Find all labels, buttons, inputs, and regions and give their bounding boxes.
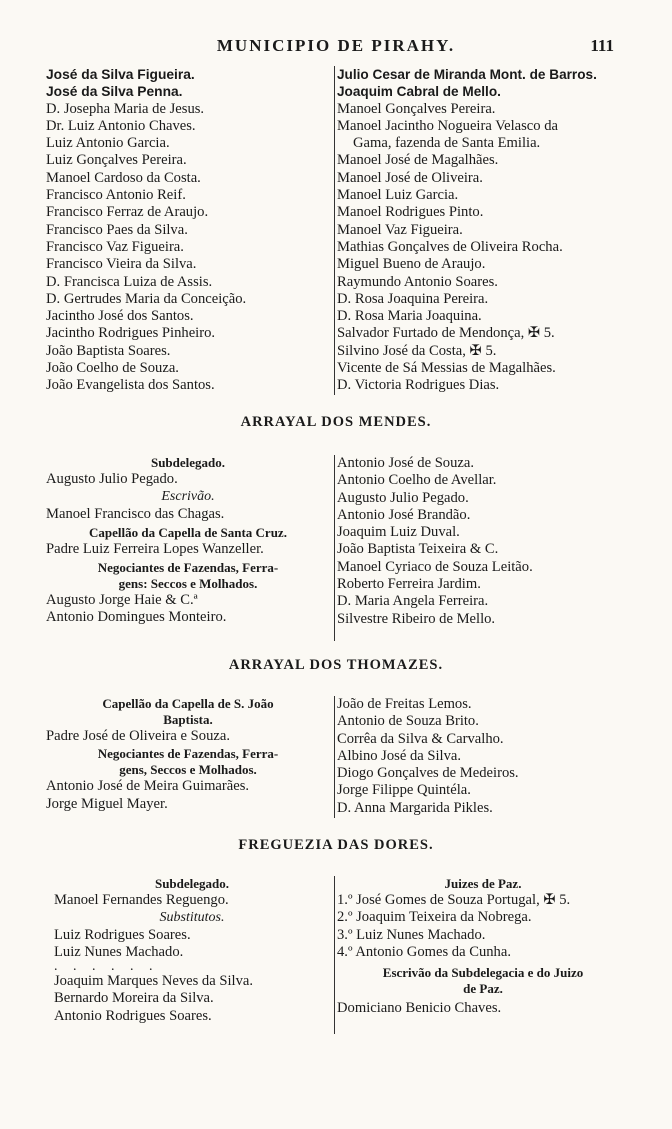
list-item: Manoel Rodrigues Pinto. — [337, 204, 484, 221]
list-item: Augusto Jorge Haie & C.ª — [46, 592, 198, 609]
list-item: Manoel Cardoso da Costa. — [46, 169, 201, 186]
list-item: Francisco Paes da Silva. — [46, 221, 188, 238]
list-item: Salvador Furtado de Mendonça, ✠ 5. — [337, 325, 555, 342]
page-title: MUNICIPIO DE PIRAHY. — [216, 36, 456, 55]
thomazes-section — [46, 696, 624, 821]
list-item: Luiz Nunes Machado. — [54, 943, 184, 960]
list-item: Manoel José de Oliveira. — [337, 169, 483, 186]
subdelegado-name: Augusto Julio Pegado. — [46, 471, 178, 487]
list-item: D. Francisca Luiza de Assis. — [46, 273, 213, 290]
list-item: Manoel Luiz Garcia. — [337, 187, 459, 204]
list-item: José da Silva Figueira. — [46, 67, 195, 82]
escrivao-label: Escrivão da Subdelegacia e do Juizo — [382, 965, 584, 981]
list-item: Antonio Coelho de Avellar. — [337, 472, 497, 489]
list-item: Antonio Rodrigues Soares. — [54, 1007, 212, 1024]
running-header — [0, 36, 672, 60]
list-item: Jacintho Rodrigues Pinheiro. — [46, 325, 216, 342]
capellao-name: Padre Luiz Ferreira Lopes Wanzeller. — [46, 540, 264, 557]
list-item: D. Victoria Rodrigues Dias. — [337, 377, 500, 394]
escrivao-label: Escrivão. — [161, 489, 215, 505]
name-list-section — [46, 66, 624, 396]
list-item: Francisco Antonio Reif. — [46, 187, 186, 204]
list-item: Antonio José de Meira Guimarães. — [46, 778, 250, 795]
list-item: 3.º Luiz Nunes Machado. — [337, 926, 486, 943]
negociantes-label-cont: gens, Seccos e Molhados. — [119, 762, 257, 778]
list-item: D. Maria Angela Ferreira. — [337, 593, 489, 610]
mendes-section — [46, 455, 624, 645]
right-column — [334, 66, 629, 395]
list-item: Vicente de Sá Messias de Magalhães. — [337, 360, 556, 377]
list-item: Roberto Ferreira Jardim. — [337, 576, 481, 593]
list-item: D. Gertrudes Maria da Conceição. — [46, 290, 247, 307]
list-item: 2.º Joaquim Teixeira da Nobrega. — [337, 909, 532, 926]
left-column — [54, 876, 330, 1025]
section-heading-dores: FREGUEZIA DAS DORES. — [238, 837, 434, 853]
subdelegado-label: Subdelegado. — [154, 876, 230, 891]
left-column — [46, 455, 330, 627]
list-item: Diogo Gonçalves de Medeiros. — [337, 765, 519, 782]
page-number: 111 — [590, 36, 614, 55]
list-item: Manoel Gonçalves Pereira. — [337, 100, 496, 117]
list-item: João Baptista Soares. — [46, 342, 171, 359]
list-item: Joaquim Marques Neves da Silva. — [54, 973, 254, 990]
right-column — [334, 876, 629, 1034]
list-item: João Baptista Teixeira & C. — [337, 541, 499, 558]
list-item: Dr. Luiz Antonio Chaves. — [46, 117, 196, 134]
list-item: Augusto Julio Pegado. — [337, 489, 469, 506]
list-item: João Evangelista dos Santos. — [46, 377, 215, 394]
list-item: Luiz Gonçalves Pereira. — [46, 152, 187, 169]
list-item: Raymundo Antonio Soares. — [337, 273, 498, 290]
negociantes-label-cont: gens: Seccos e Molhados. — [118, 576, 258, 592]
list-item: Antonio José Brandão. — [337, 506, 471, 523]
negociantes-label: Negociantes de Fazendas, Ferra- — [97, 560, 279, 576]
list-item: Manoel Cyriaco de Souza Leitão. — [337, 558, 533, 575]
right-column — [334, 696, 629, 818]
right-column — [334, 455, 629, 641]
capellao-label: Capellão da Capella de S. João — [102, 696, 274, 711]
escrivao-label-cont: de Paz. — [463, 981, 503, 997]
list-item: Bernardo Moreira da Silva. — [54, 990, 214, 1007]
list-item: Antonio Domingues Monteiro. — [46, 609, 227, 626]
capellao-name: Padre José de Oliveira e Souza. — [46, 728, 230, 744]
list-item: Manoel Vaz Figueira. — [337, 221, 463, 238]
ellipsis-dots: . . . . . . — [54, 959, 159, 975]
list-item: Francisco Vaz Figueira. — [46, 238, 184, 255]
list-item: Gama, fazenda de Santa Emilia. — [353, 135, 541, 152]
substitutos-label: Substitutos. — [159, 910, 225, 926]
list-item: Antonio de Souza Brito. — [337, 713, 479, 730]
list-item: D. Rosa Maria Joaquina. — [337, 308, 482, 325]
list-item: Julio Cesar de Miranda Mont. de Barros. — [337, 67, 597, 82]
list-item: Silvino José da Costa, ✠ 5. — [337, 342, 497, 359]
list-item: Luiz Rodrigues Soares. — [54, 926, 191, 943]
list-item: Corrêa da Silva & Carvalho. — [337, 730, 504, 747]
capellao-label: Capellão da Capella de Santa Cruz. — [89, 524, 287, 540]
list-item: Luiz Antonio Garcia. — [46, 135, 170, 152]
subdelegado-name: Manoel Fernandes Reguengo. — [54, 892, 229, 908]
list-item: Manoel Jacintho Nogueira Velasco da — [337, 117, 559, 134]
negociantes-label: Negociantes de Fazendas, Ferra- — [97, 746, 279, 762]
section-heading-mendes: ARRAYAL DOS MENDES. — [240, 414, 432, 430]
list-item: 1.º José Gomes de Souza Portugal, ✠ 5. — [337, 892, 571, 908]
left-column — [46, 696, 330, 813]
list-item: Joaquim Cabral de Mello. — [337, 84, 501, 100]
left-column — [46, 66, 330, 395]
list-item: Silvestre Ribeiro de Mello. — [337, 610, 496, 627]
escrivao-name: Domiciano Benicio Chaves. — [337, 1000, 502, 1017]
list-item: D. Rosa Joaquina Pereira. — [337, 290, 489, 307]
list-item: Jorge Miguel Mayer. — [46, 795, 168, 812]
list-item: Francisco Vieira da Silva. — [46, 256, 197, 273]
list-item: Joaquim Luiz Duval. — [337, 524, 460, 541]
capellao-label-cont: Baptista. — [163, 712, 213, 727]
list-item: Jacintho José dos Santos. — [46, 308, 194, 325]
escrivao-name: Manoel Francisco das Chagas. — [46, 505, 225, 522]
subdelegado-label: Subdelegado. — [150, 455, 226, 470]
list-item: João Coelho de Souza. — [46, 360, 179, 377]
list-item: Jorge Filippe Quintéla. — [337, 782, 471, 799]
list-item: Mathias Gonçalves de Oliveira Rocha. — [337, 238, 563, 255]
list-item: João de Freitas Lemos. — [337, 696, 472, 712]
list-item: D. Josepha Maria de Jesus. — [46, 100, 205, 117]
juizes-label: Juizes de Paz. — [444, 876, 522, 891]
list-item: Miguel Bueno de Araujo. — [337, 256, 486, 273]
list-item: Francisco Ferraz de Araujo. — [46, 204, 209, 221]
list-item: Antonio José de Souza. — [337, 455, 475, 471]
dores-section — [46, 876, 624, 1036]
list-item: D. Anna Margarida Pikles. — [337, 799, 493, 816]
list-item: Albino José da Silva. — [337, 747, 462, 764]
list-item: Manoel José de Magalhães. — [337, 152, 499, 169]
list-item: 4.º Antonio Gomes da Cunha. — [337, 943, 511, 960]
section-heading-thomazes: ARRAYAL DOS THOMAZES. — [228, 657, 444, 673]
list-item: José da Silva Penna. — [46, 84, 183, 100]
